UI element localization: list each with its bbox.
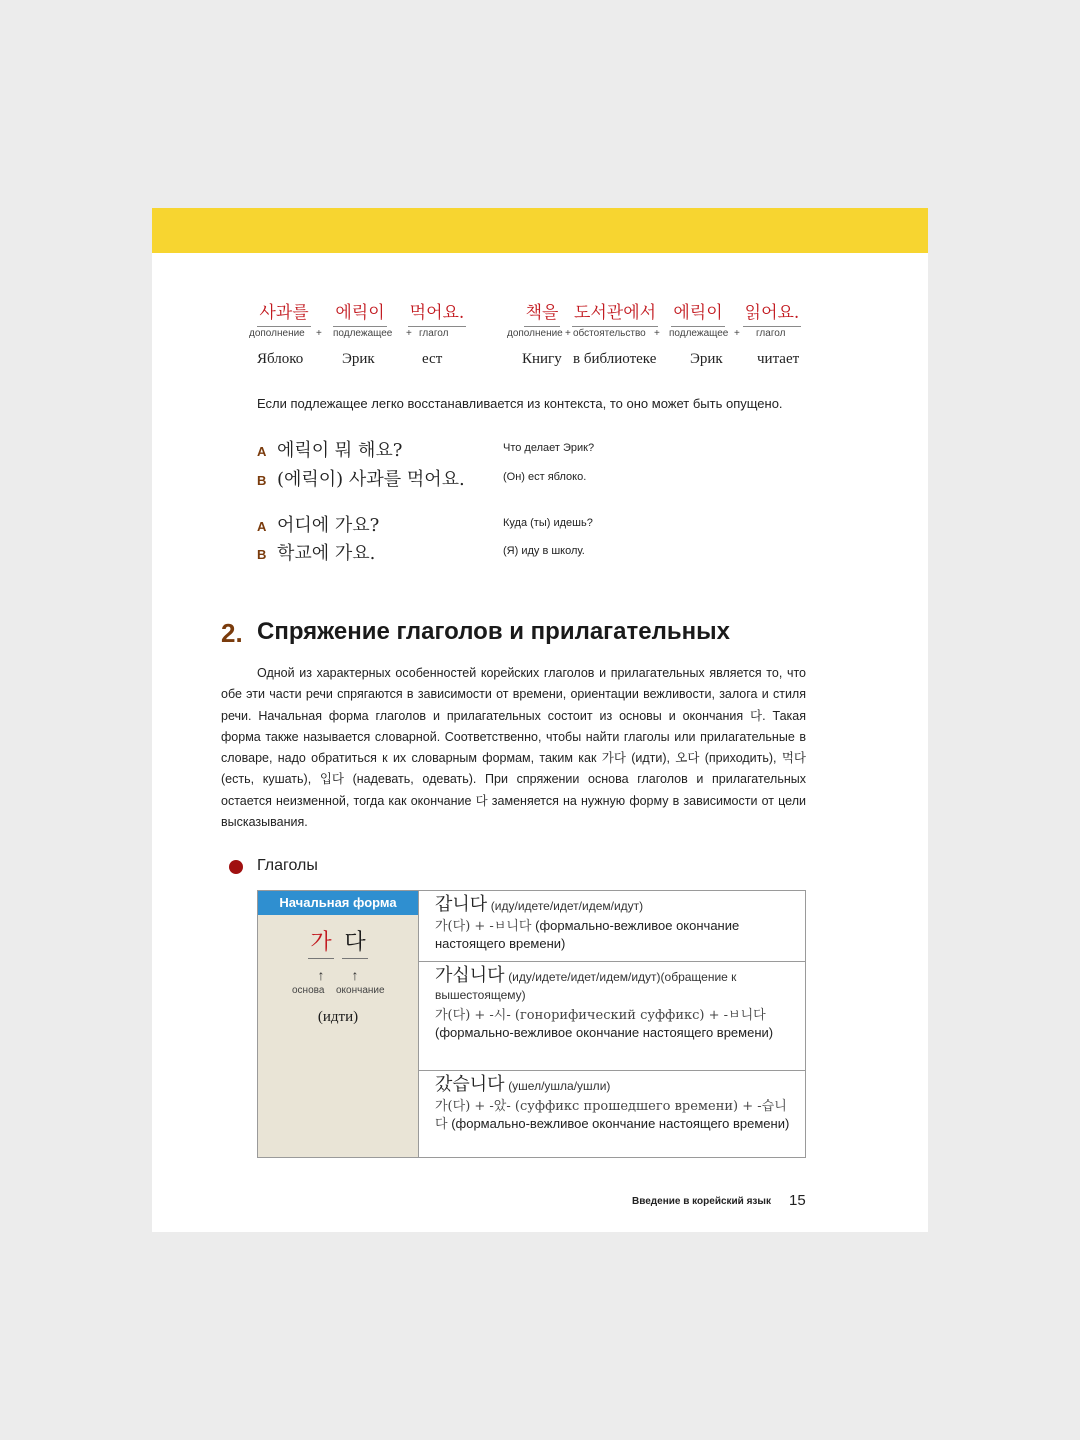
dialog-line: B 학교에 가요.	[257, 543, 376, 564]
diagram2-word: 도서관에서	[570, 298, 660, 327]
bullet-dot-icon	[229, 860, 243, 874]
row-paren: (иду/идете/идет/идем/идут)	[490, 899, 644, 913]
diagram1-gloss: Яблоко	[257, 351, 304, 367]
arrow-up-icon: ↑	[317, 967, 325, 983]
arrow-up-icon: ↑	[351, 967, 359, 983]
diagram1-gloss: Эрик	[342, 351, 375, 367]
conjugation-row	[419, 962, 805, 1041]
diagram2-plus: +	[734, 328, 740, 339]
book-page	[152, 208, 928, 1232]
row-headword: 가십니다	[435, 965, 505, 986]
stem-caption: основа	[292, 985, 325, 996]
dialog-line: B (에릭이) 사과를 먹어요.	[257, 469, 465, 490]
diagram1-role: глагол	[419, 328, 449, 339]
conjugation-row	[419, 891, 805, 952]
initial-form-panel	[257, 890, 419, 1158]
diagram1-plus: +	[316, 328, 322, 339]
initial-form-header: Начальная форма	[258, 891, 418, 915]
diagram1-role: подлежащее	[333, 328, 393, 339]
header-band	[152, 208, 928, 253]
section-paragraph: Одной из характерных особенностей корейских глаголов и прилагательных является то, что обе эти части речи спрягаются в зависимости от времени, ориентации вежливости, залога и стиля речи. Начальная форма глаголов и прилагательных состоит из основы и окончания 다. Такая форма также называется словарной. Соответственно, чтобы найти глаголы или прилагательные в словаре, надо обратиться к их словарным формам, таким как 가다 (идти), 오다 (приходить), 먹다 (есть, кушать), 입다 (надевать, одевать). При спряжении основа глаголов и прилагательных остается неизменной, тогда как окончание 다 заменяется на нужную форму в зависимости от цели высказывания.	[221, 666, 806, 830]
footer-title: Введение в корейский язык	[632, 1196, 771, 1207]
row-detail: (формально-вежливое окончание настоящего времени)	[435, 1025, 774, 1040]
dialog-line: A 어디에 가요?	[257, 515, 380, 536]
diagram2-role: обстоятельство	[573, 328, 646, 339]
row-detail: (формально-вежливое окончание настоящего времени)	[435, 918, 740, 951]
diagram1-role: дополнение	[249, 328, 305, 339]
section-title: Спряжение глаголов и прилагательных	[257, 618, 730, 645]
dialog-translation: Что делает Эрик?	[503, 442, 595, 454]
diagram2-plus: +	[654, 328, 660, 339]
diagram2-gloss: Книгу	[522, 351, 562, 367]
row-detail: (формально-вежливое окончание настоящего времени)	[451, 1116, 790, 1131]
row-formula: 가(다) + -았- (суффикс прошедшего времени) + -습니다	[435, 1099, 787, 1132]
ending-caption: окончание	[336, 985, 385, 996]
diagram1-word: 먹어요.	[404, 298, 470, 327]
dialog-line: A 에릭이 뭐 해요?	[257, 440, 403, 461]
diagram2-gloss: читает	[757, 351, 800, 367]
subject-omission-note: Если подлежащее легко восстанавливается из контекста, то оно может быть опущено.	[257, 396, 783, 411]
dialog-translation: Куда (ты) идешь?	[503, 517, 593, 529]
section-number: 2.	[221, 618, 243, 648]
conjugation-row	[419, 1071, 805, 1133]
row-paren: (ушел/ушла/ушли)	[508, 1079, 611, 1093]
verb-ending: 다	[340, 925, 370, 959]
page-number: 15	[789, 1192, 806, 1209]
diagram2-plus: +	[565, 328, 571, 339]
base-translation: (идти)	[317, 1009, 359, 1025]
dialog-translation: (Он) ест яблоко.	[503, 471, 587, 483]
row-formula: 가(다) + -ㅂ니다	[435, 919, 532, 934]
diagram1-gloss: ест	[422, 351, 443, 367]
diagram2-gloss: в библиотеке	[573, 351, 657, 367]
row-headword: 갑니다	[435, 894, 488, 915]
row-headword: 갔습니다	[435, 1074, 505, 1095]
diagram1-word: 에릭이	[330, 298, 390, 327]
verb-stem: 가	[306, 925, 336, 959]
dialog-translation: (Я) иду в школу.	[503, 545, 585, 557]
diagram2-role: подлежащее	[669, 328, 729, 339]
diagram2-word: 에릭이	[668, 298, 728, 327]
diagram1-plus: +	[406, 328, 412, 339]
diagram2-gloss: Эрик	[690, 351, 723, 367]
diagram1-word: 사과를	[254, 298, 314, 327]
conjugation-table	[418, 890, 806, 1158]
row-formula: 가(다) + -시- (гонорифический суффикс) + -ㅂ니다	[435, 1008, 766, 1023]
diagram2-role: глагол	[756, 328, 786, 339]
row-paren: (иду/идете/идет/идем/идут)(обращение к вышестоящему)	[435, 970, 737, 1002]
verbs-label: Глаголы	[257, 857, 318, 874]
diagram2-role: дополнение	[507, 328, 563, 339]
diagram2-word: 읽어요.	[740, 298, 804, 327]
diagram2-word: 책을	[520, 298, 564, 327]
